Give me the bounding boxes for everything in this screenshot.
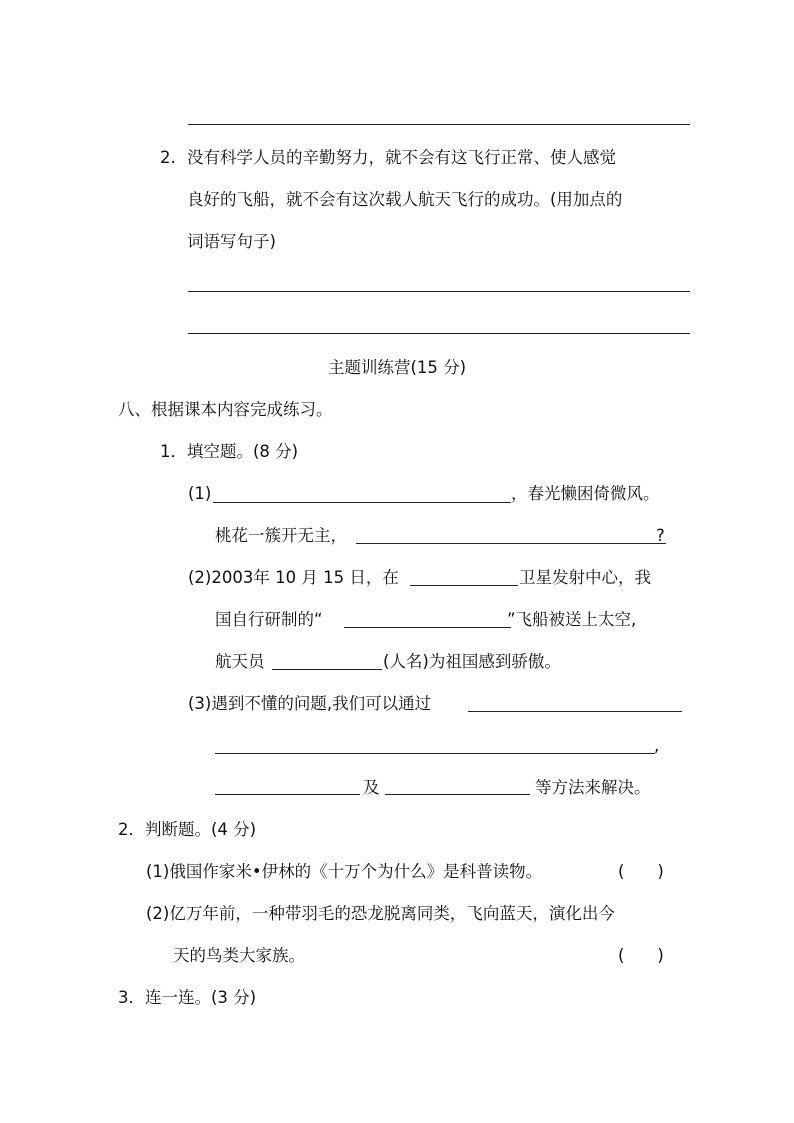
section-heading: 八、根据课本内容完成练习。 [118,400,333,419]
judge-item: 天的鸟类大家族。 [173,946,305,965]
blank-line[interactable] [344,627,511,628]
fill-text: (2)2003年 10 月 15 日，在 [188,568,399,587]
blank-line[interactable] [213,502,511,503]
fill-text: 桃花一簇开无主， [215,526,347,545]
item-number: (1) [188,484,212,503]
connect-title: 3．连一连。(3 分) [118,988,257,1007]
answer-line[interactable] [188,124,690,125]
blank-line[interactable] [468,711,682,712]
question-text-line: 良好的飞船，就不会有这次载人航天飞行的成功。(用加点的 [187,190,623,209]
fill-text: , [654,736,660,755]
judge-item: (2)亿万年前，一种带羽毛的恐龙脱离同类，飞向蓝天，演化出今 [146,904,615,923]
fill-text: ，春光懒困倚微风。 [511,484,660,503]
fill-title: 1．填空题。(8 分) [160,442,299,461]
judge-title: 2．判断题。(4 分) [118,820,257,839]
fill-text: ”飞船被送上太空, [507,610,637,629]
fill-text: 国自行研制的“ [215,610,323,629]
blank-line[interactable] [272,669,382,670]
blank-line[interactable] [356,543,666,544]
fill-text: 卫星发射中心，我 [519,568,651,587]
answer-line[interactable] [188,291,690,292]
fill-text: ? [656,526,665,545]
blank-line[interactable] [215,753,655,754]
question-text-line: 词语写句子) [187,232,276,251]
answer-line[interactable] [188,333,690,334]
question-text-line: 没有科学人员的辛勤努力，就不会有这飞行正常、使人感觉 [187,148,616,167]
blank-line[interactable] [385,794,530,795]
fill-text: (3)遇到不懂的问题,我们可以通过 [188,694,432,713]
fill-text: 及 [363,778,380,797]
section-title: 主题训练营(15 分) [327,358,467,377]
fill-text: 航天员 [215,652,265,671]
blank-line[interactable] [215,794,360,795]
answer-parentheses[interactable]: ( ) [618,946,664,965]
judge-item: (1)俄国作家米•伊林的《十万个为什么》是科普读物。 [146,862,543,881]
answer-parentheses[interactable]: ( ) [618,862,664,881]
question-number: 2. [160,148,176,167]
fill-text: (人名)为祖国感到骄傲。 [383,652,561,671]
fill-text: 等方法来解决。 [535,778,651,797]
blank-line[interactable] [410,585,518,586]
